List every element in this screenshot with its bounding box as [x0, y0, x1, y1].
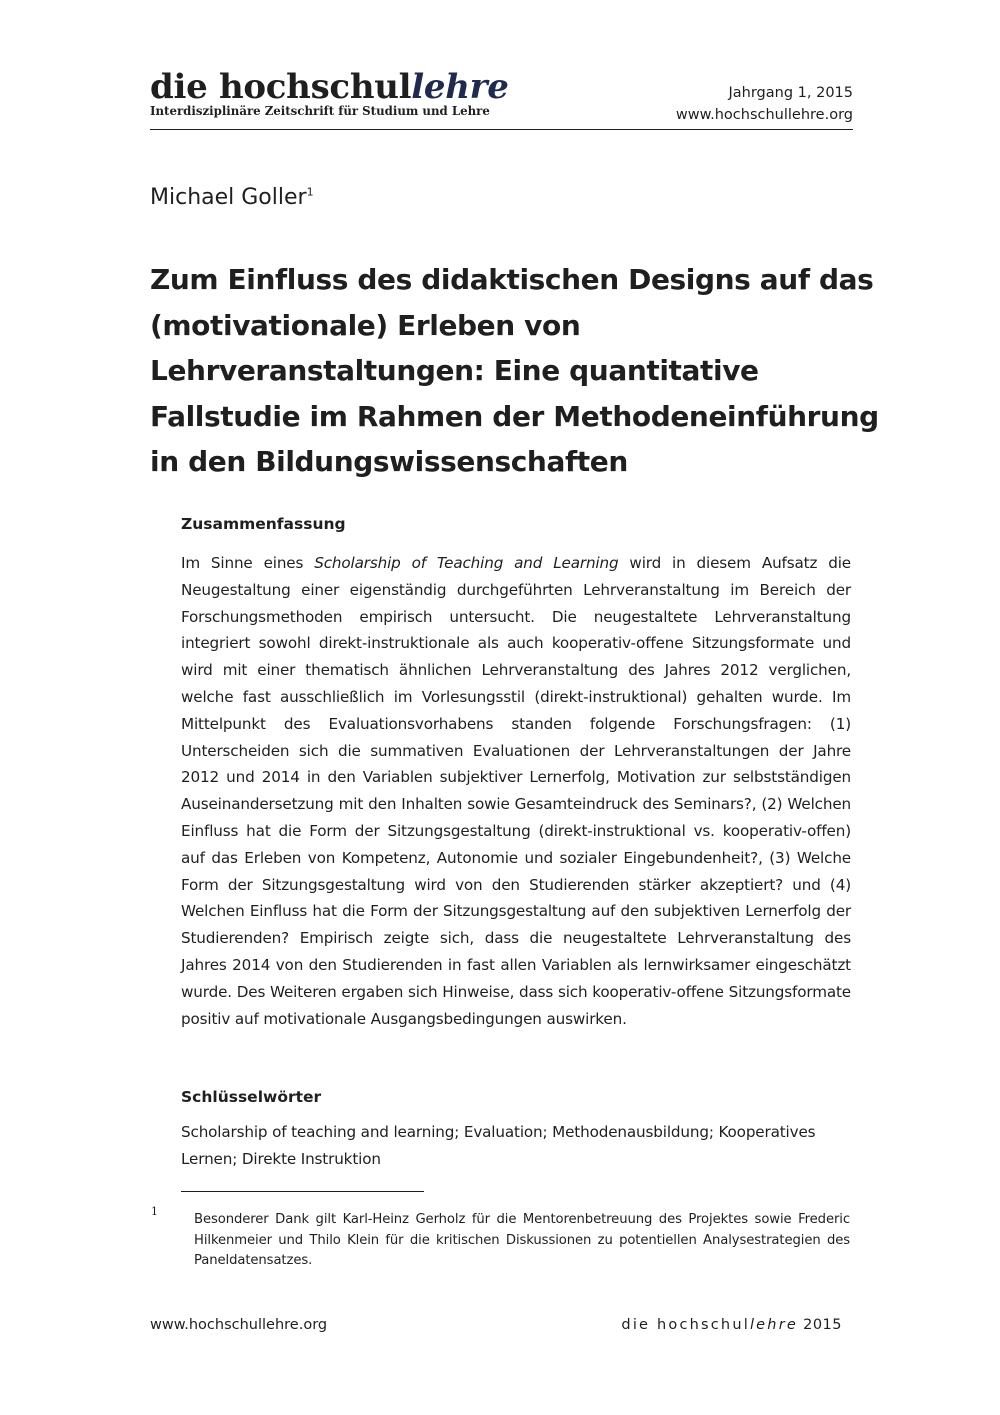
keywords-text: Scholarship of teaching and learning; Evaluation; Methodenausbildung; Kooperatives Lernen; Direkte Instruktion: [181, 1123, 816, 1168]
journal-logo: [150, 67, 509, 118]
abstract-body: wird in diesem Aufsatz die Neugestaltung einer eigenständig durchgeführten Lehrveranstaltung im Bereich der Forschungsmethoden empirisch untersucht. Die neugestaltete Lehrveranstaltung integriert sowohl direkt-instruktionale als auch kooperativ-offene Sitzungsformate und wird mit einer thematisch ähnlichen Lehrveranstaltung des Jahres 2012 verglichen, welche fast ausschließlich im Vorlesungsstil (direkt-instruktional) gehalten wurde. Im Mittelpunkt des Evaluationsvorhabens standen folgende Forschungsfragen: (1) Unterscheiden sich die summativen Evaluationen der Lehrveranstaltungen der Jahre 2012 und 2014 in den Variablen subjektiver Lernerfolg, Motivation zur selbstständigen Auseinandersetzung mit den Inhalten sowie Gesamteindruck des Seminars?, (2) Welchen Einfluss hat die Form der Sitzungsgestaltung (direkt-instruktional vs. kooperativ-offen) auf das Erleben von Kompetenz, Autonomie und sozialer Eingebundenheit?, (3) Welche Form der Sitzungsgestaltung wird von den Studierenden stärker akzeptiert? und (4) Welchen Einfluss hat die Form der Sitzungsgestaltung auf den subjektiven Lernerfolg der Studierenden? Empirisch zeigte sich, dass die neugestaltete Lehrveranstaltung des Jahres 2014 von den Studierenden in fast allen Variablen als lernwirksamer eingeschätzt wurde. Des Weiteren ergaben sich Hinweise, dass sich kooperativ-offene Sitzungsformate positiv auf motivationale Ausgangsbedingungen auswirken.: [181, 554, 851, 1028]
footer-year: 2015: [797, 1317, 842, 1333]
journal-name-regular: die hochschul: [150, 67, 412, 107]
article-title-line: (motivationale) Erleben von: [150, 308, 581, 342]
journal-subtitle: Interdisziplinäre Zeitschrift für Studium und Lehre: [150, 104, 490, 118]
keywords-heading: Schlüsselwörter: [181, 1088, 322, 1106]
article-title-line: Fallstudie im Rahmen der Methodeneinführung: [150, 399, 879, 433]
header-meta: [676, 82, 853, 126]
footer-journal-italic: lehre: [749, 1317, 798, 1333]
author-name: [150, 184, 314, 212]
footer-journal: [621, 1314, 842, 1336]
author-name-text: Michael Goller: [150, 185, 307, 210]
journal-volume: Jahrgang 1, 2015: [728, 85, 853, 101]
abstract-heading: Zusammenfassung: [181, 515, 346, 533]
author-footnote-mark[interactable]: 1: [306, 185, 314, 199]
article-title-line: in den Bildungswissenschaften: [150, 445, 628, 478]
abstract-italic-term: Scholarship of Teaching and Learning: [314, 554, 619, 572]
article-title-line: Zum Einfluss des didaktischen Designs auf das: [150, 263, 874, 296]
journal-url[interactable]: www.hochschullehre.org: [675, 107, 853, 123]
abstract-prefix: Im Sinne eines: [181, 554, 315, 572]
footnote-divider: [181, 1191, 424, 1192]
journal-name-italic: lehre: [411, 67, 509, 107]
journal-name: [150, 67, 509, 107]
footer-url[interactable]: www.hochschullehre.org: [150, 1317, 328, 1333]
article-title: [150, 257, 879, 485]
footnote-mark: 1: [151, 1205, 158, 1218]
footer-journal-regular: die hochschul: [621, 1317, 750, 1333]
abstract-text: [181, 550, 851, 1032]
footnote-text: Besonderer Dank gilt Karl-Heinz Gerholz für die Mentorenbetreuung des Projektes sowie Frederic Hilkenmeier und Thilo Klein für die kritischen Diskussionen zu potentiellen Analysestrategien des Paneldatensatzes.: [194, 1212, 850, 1268]
article-title-line: Lehrveranstaltungen: Eine quantitative: [150, 354, 759, 387]
header-divider: [150, 129, 853, 130]
